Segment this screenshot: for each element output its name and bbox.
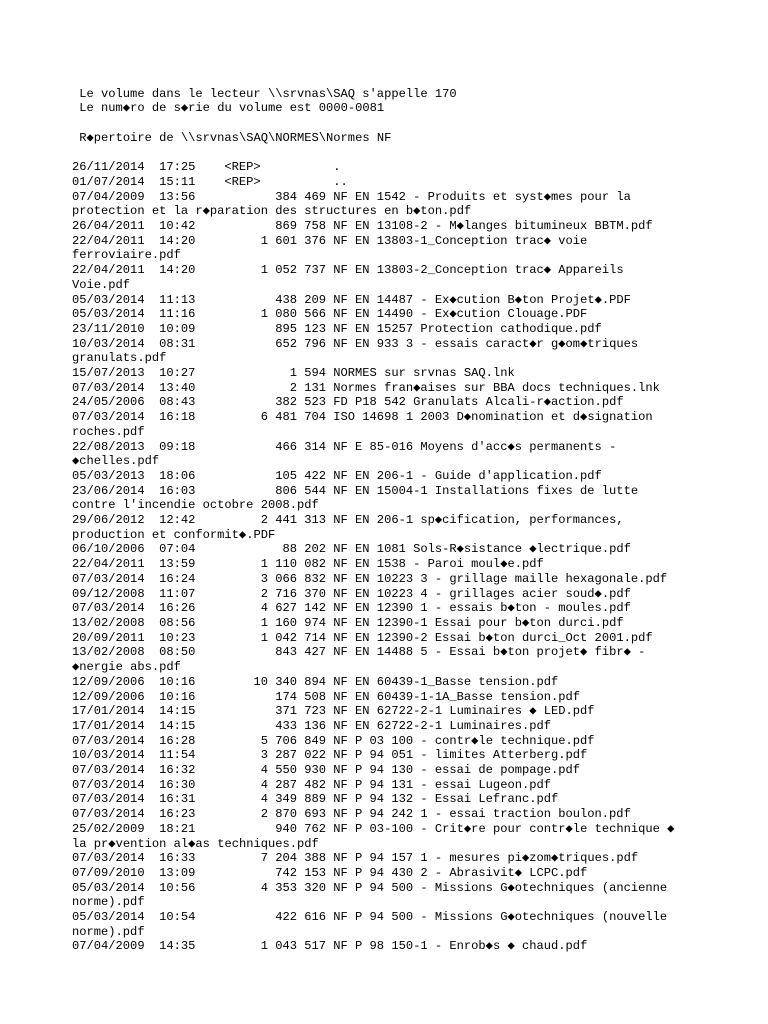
listing-line: 26/04/2011 10:42 869 758 NF EN 13108-2 - M◆langes bitumineux BBTM.pdf bbox=[72, 219, 653, 233]
listing-line: la pr◆vention al◆as techniques.pdf bbox=[72, 836, 319, 851]
listing-line: 05/03/2014 10:54 422 616 NF P 94 500 - Missions G◆otechniques (nouvelle bbox=[72, 910, 668, 925]
listing-line: 26/11/2014 17:25 <REP> . bbox=[72, 160, 341, 175]
directory-line: R◆pertoire de \\srvnas\SAQ\NORMES\Normes NF bbox=[72, 130, 392, 145]
listing-line: 29/06/2012 12:42 2 441 313 NF EN 206-1 sp◆cification, performances, bbox=[72, 513, 624, 528]
listing-line: 07/03/2014 16:24 3 066 832 NF EN 10223 3 - grillage maille hexagonale.pdf bbox=[72, 571, 668, 586]
listing-line: 07/03/2014 16:18 6 481 704 ISO 14698 1 2003 D◆nomination et d◆signation bbox=[72, 410, 653, 425]
listing-line: 07/03/2014 16:33 7 204 388 NF P 94 157 1 - mesures pi◆zom◆triques.pdf bbox=[72, 851, 639, 866]
listing-line: 13/02/2008 08:50 843 427 NF EN 14488 5 - Essai b◆ton projet◆ fibr◆ - bbox=[72, 645, 646, 660]
listing-line: 15/07/2013 10:27 1 594 NORMES sur srvnas SAQ.lnk bbox=[72, 366, 515, 381]
listing-line: ferroviaire.pdf bbox=[72, 248, 181, 263]
listing-line: production et conformit◆.PDF bbox=[72, 527, 276, 542]
listing-line: 22/04/2011 14:20 1 052 737 NF EN 13803-2_Conception trac◆ Appareils bbox=[72, 263, 624, 278]
listing-line: 05/03/2014 11:16 1 080 566 NF EN 14490 - Ex◆cution Clouage.PDF bbox=[72, 307, 588, 322]
listing-line: 17/01/2014 14:15 371 723 NF EN 62722-2-1 Luminaires ◆ LED.pdf bbox=[72, 704, 595, 719]
blank-line bbox=[72, 116, 674, 131]
listing-line: Voie.pdf bbox=[72, 277, 131, 292]
listing-line: 22/04/2011 14:20 1 601 376 NF EN 13803-1_Conception trac◆ voie bbox=[72, 233, 588, 248]
volume-line: Le volume dans le lecteur \\srvnas\SAQ s'appelle 170 bbox=[72, 86, 457, 101]
listing-line: 06/10/2006 07:04 88 202 NF EN 1081 Sols-R◆sistance ◆lectrique.pdf bbox=[72, 542, 631, 557]
listing-line: ◆chelles.pdf bbox=[72, 454, 160, 469]
listing-line: 07/03/2014 13:40 2 131 Normes fran◆aises sur BBA docs techniques.lnk bbox=[72, 380, 660, 395]
listing-line: 20/09/2011 10:23 1 042 714 NF EN 12390-2 Essai b◆ton durci_Oct 2001.pdf bbox=[72, 630, 653, 645]
listing-line: 07/04/2009 14:35 1 043 517 NF P 98 150-1 - Enrob◆s ◆ chaud.pdf bbox=[72, 939, 588, 954]
listing-line: 12/09/2006 10:16 10 340 894 NF EN 60439-1_Basse tension.pdf bbox=[72, 674, 559, 689]
listing-line: granulats.pdf bbox=[72, 351, 167, 366]
listing-line: norme).pdf bbox=[72, 924, 145, 939]
directory-listing-document bbox=[72, 72, 674, 969]
serial-line: Le num◆ro de s◆rie du volume est 0000-0081 bbox=[72, 101, 385, 116]
listing-line: 05/03/2014 11:13 438 209 NF EN 14487 - Ex◆cution B◆ton Projet◆.PDF bbox=[72, 292, 631, 307]
listing-line: 07/03/2014 16:32 4 550 930 NF P 94 130 - essai de pompage.pdf bbox=[72, 763, 581, 778]
listing-line: 05/03/2013 18:06 105 422 NF EN 206-1 - Guide d'application.pdf bbox=[72, 468, 602, 483]
listing-line: 07/03/2014 16:23 2 870 693 NF P 94 242 1 - essai traction boulon.pdf bbox=[72, 807, 631, 822]
listing-line: 01/07/2014 15:11 <REP> .. bbox=[72, 174, 348, 189]
listing-line: contre l'incendie octobre 2008.pdf bbox=[72, 498, 319, 513]
listing-line: 13/02/2008 08:56 1 160 974 NF EN 12390-1 Essai pour b◆ton durci.pdf bbox=[72, 615, 624, 630]
listing-line: 22/04/2011 13:59 1 110 082 NF EN 1538 - Paroi moul◆e.pdf bbox=[72, 557, 544, 572]
listing-line: 07/04/2009 13:56 384 469 NF EN 1542 - Produits et syst◆mes pour la bbox=[72, 189, 631, 204]
listing-line: 07/03/2014 16:30 4 287 482 NF P 94 131 - essai Lugeon.pdf bbox=[72, 777, 551, 792]
listing-line: 24/05/2006 08:43 382 523 FD P18 542 Granulats Alcali-r◆action.pdf bbox=[72, 395, 624, 410]
listing-line: 07/03/2014 16:28 5 706 849 NF P 03 100 - contr◆le technique.pdf bbox=[72, 733, 595, 748]
listing-line: protection et la r◆paration des structures en b◆ton.pdf bbox=[72, 204, 472, 219]
listing-line: 25/02/2009 18:21 940 762 NF P 03-100 - Crit◆re pour contr◆le technique ◆ bbox=[72, 821, 675, 836]
listing-line: 07/03/2014 16:26 4 627 142 NF EN 12390 1 - essais b◆ton - moules.pdf bbox=[72, 601, 631, 616]
listing-line: 07/09/2010 13:09 742 153 NF P 94 430 2 - Abrasivit◆ LCPC.pdf bbox=[72, 865, 588, 880]
listing-line: 23/06/2014 16:03 806 544 NF EN 15004-1 Installations fixes de lutte bbox=[72, 483, 639, 498]
listing-line: roches.pdf bbox=[72, 424, 145, 439]
listing-line: 17/01/2014 14:15 433 136 NF EN 62722-2-1 Luminaires.pdf bbox=[72, 718, 551, 733]
listing-line: 10/03/2014 08:31 652 796 NF EN 933 3 - essais caract◆r g◆om◆triques bbox=[72, 336, 639, 351]
listing-line: 10/03/2014 11:54 3 287 022 NF P 94 051 - limites Atterberg.pdf bbox=[72, 748, 588, 763]
listing-line: 22/08/2013 09:18 466 314 NF E 85-016 Moyens d'acc◆s permanents - bbox=[72, 439, 617, 454]
listing-line: ◆nergie abs.pdf bbox=[72, 660, 181, 675]
file-listing bbox=[72, 160, 674, 954]
listing-line: 07/03/2014 16:31 4 349 889 NF P 94 132 - Essai Lefranc.pdf bbox=[72, 792, 559, 807]
listing-line: 05/03/2014 10:56 4 353 320 NF P 94 500 - Missions G◆otechniques (ancienne bbox=[72, 880, 668, 895]
listing-line: 23/11/2010 10:09 895 123 NF EN 15257 Protection cathodique.pdf bbox=[72, 321, 602, 336]
listing-line: 09/12/2008 11:07 2 716 370 NF EN 10223 4 - grillages acier soud◆.pdf bbox=[72, 586, 631, 601]
blank-line bbox=[72, 146, 674, 161]
listing-line: norme).pdf bbox=[72, 895, 145, 910]
listing-line: 12/09/2006 10:16 174 508 NF EN 60439-1-1A_Basse tension.pdf bbox=[72, 689, 581, 704]
